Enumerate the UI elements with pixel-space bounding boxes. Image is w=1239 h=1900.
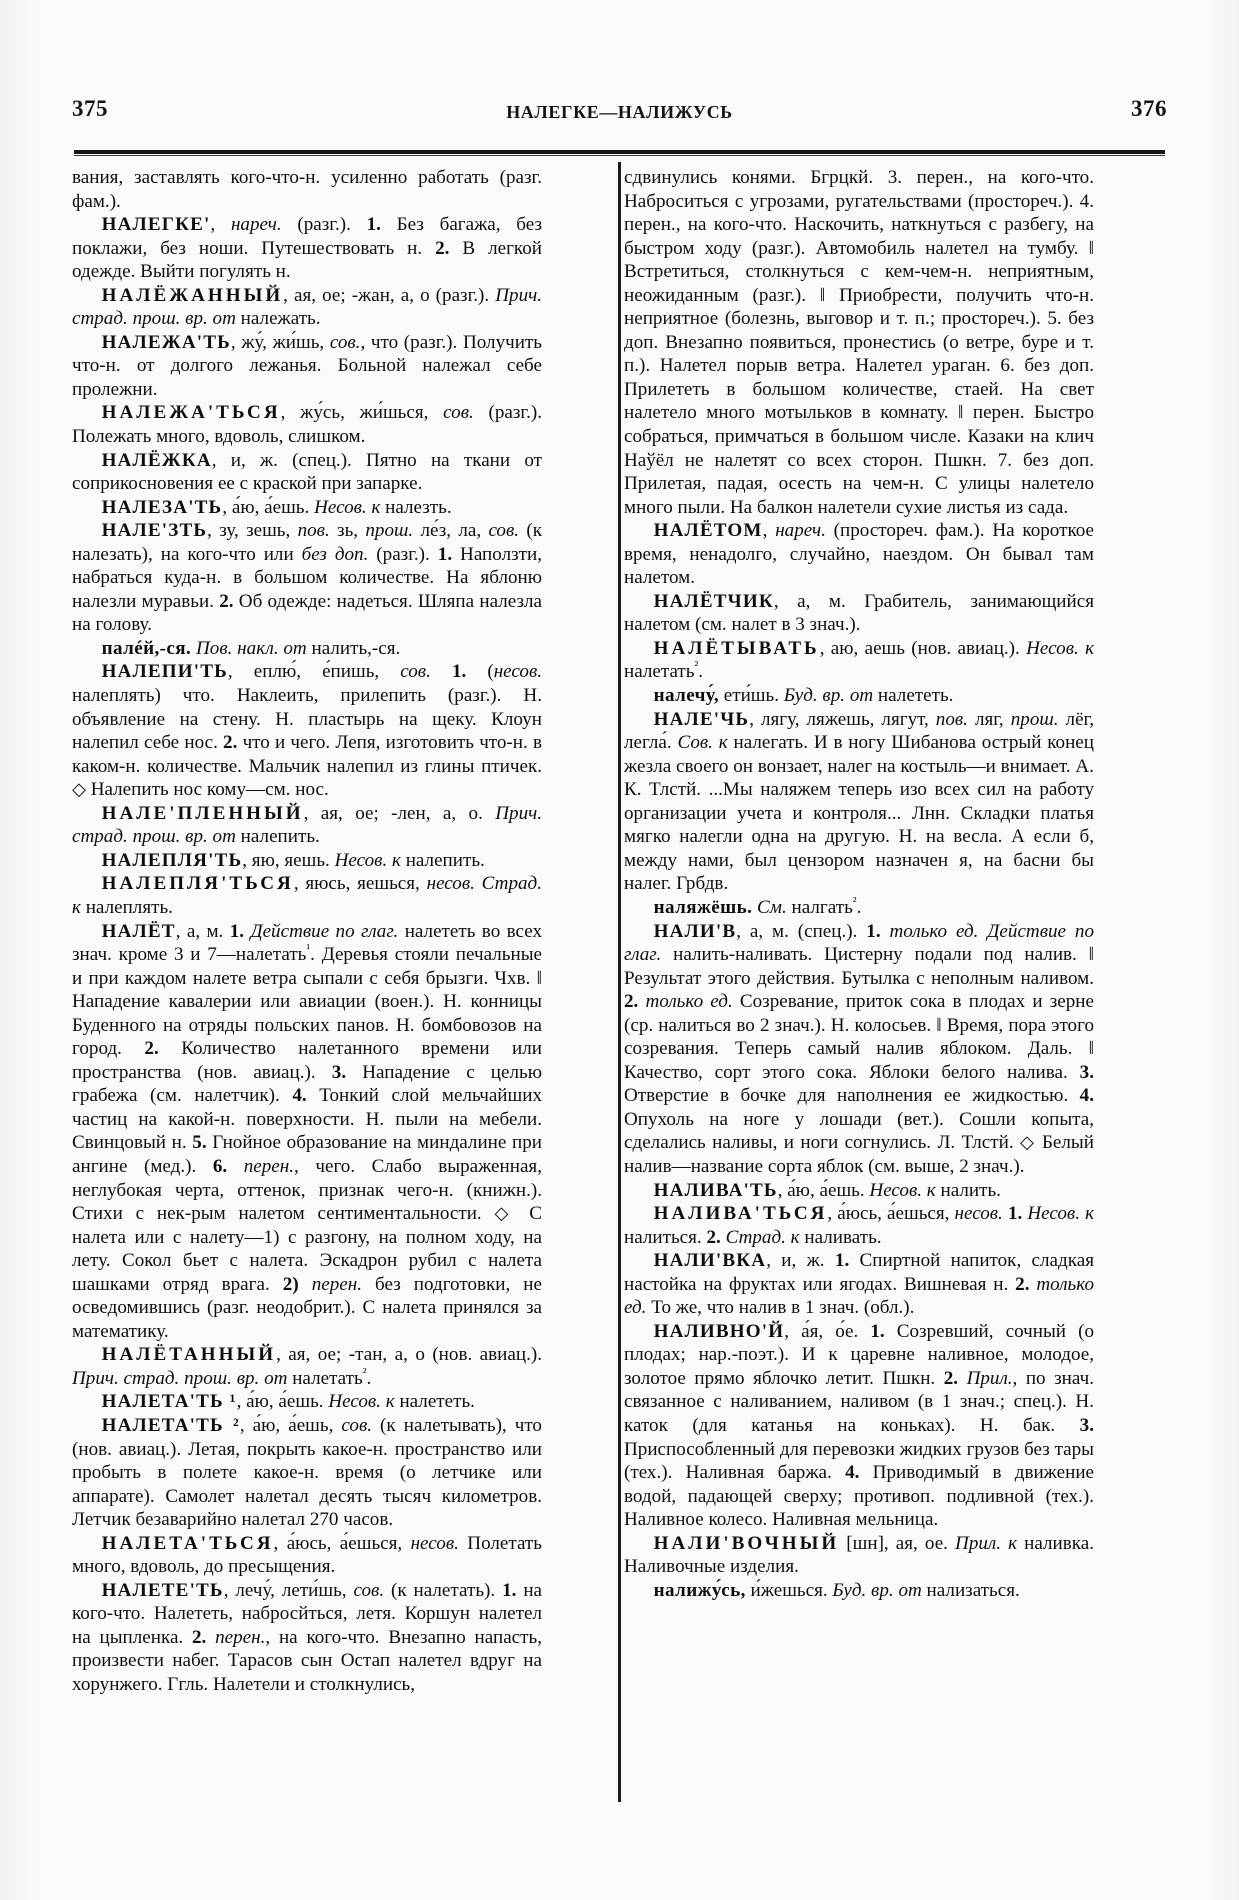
entry-body: , нареч. (разг.). 1. Без багажа, без поклажи, без ноши. Путешествовать н. 2. В легкой одежде. Выйти погулять н. [72,214,543,283]
entry-body: , а, м. (спец.). 1. только ед. Действие по глаг. налить-наливать. Цистерну подали под налив. ‖ Результат этого действия. Бутылка с неполным наливом. 2. только ед. Созревание, приток сока в плодах и зерне (ср. налиться во 2 знач.). Н. колосьев. ‖ Время, пора этого созревания. Теперь самый налив яблоком. Даль. ‖ Качество, сорт этого сока. Яблоки белого налива. 3. Отверстие в бочке для наполнения ее жидкостью. 4. Опухоль на ноге у лошади (вет.). Сошли копыта, сделались наливы, и ноги согнулись. Л. Тлстй. ◇ Белый налив—название сорта яблок (см. выше, 2 знач.). [624,920,1094,1177]
dictionary-entry [72,1343,542,1390]
header-rule [74,150,1165,154]
dictionary-entry [72,660,542,801]
entry-headword: НАЛЕ'ЧЬ [653,708,750,730]
dictionary-entry [72,1532,542,1579]
entry-headword: НАЛИ'В [653,920,737,942]
entry-body: , а́ю, а́ешь. Несов. к налететь. [236,1391,475,1413]
dictionary-entry [72,920,542,1344]
entry-body: , нареч. (простореч. фам.). На короткое время, ненадолго, случайно, наездом. Он бывал там налетом. [624,520,1094,589]
column-right [624,166,1094,1697]
dictionary-entry [72,331,542,402]
dictionary-entry [624,684,1094,708]
entry-body: , зу, зешь, пов. зь, прош. ле́з, ла, сов. (к налезать), на кого-что или без доп. (разг.). 1. Наползти, набраться куда-н. в большом количестве. На яблоню налезли муравьи. 2. Об одежде: надеться. Шляпа налезла на голову. [72,520,542,636]
entry-body: , яю, яешь. Несов. к налепить. [242,849,485,871]
entry-headword: НАЛЕЖА'ТЬСЯ [101,402,281,424]
entry-body: , а, м. 1. Действие по глаг. налететь во всех знач. кроме 3 и 7—налетать$^{^1}$. Деревья стояли печальные и при каждом налете ветра сыпали с себя брызги. Чхв. ‖ Нападение кавалерии или авиации (воен.). Н. конницы Буденного на отряды польских панов. Н. бомбовозов на город. 2. Количество налетанного времени или пространства (нов. авиац.). 3. Нападение с целью грабежа (см. налетчик). 4. Тонкий слой мельчайших частиц на какой-н. поверхности. Н. пыли на мебели. Свинцовый н. 5. Гнойное образование на миндалине при ангине (мед.). 6. перен., чего. Слабо выраженная, неглубокая черта, оттенок, признак чего-н. (книжн.). Стихи с нек-рым налетом сентиментальности. ◇ С налета или с налету—1) с разгону, на полном ходу, на лету. Сокол бьет с налета. Эскадрон рубил с налета шашками отряд врага. 2) перен. без подготовки, не осведомившись (разг. неодобрит.). С налета принялся за математику. [72,920,542,1342]
entry-body: , ая, ое; -жан, а, о (разг.). Прич. страд. прош. вр. от належать. [72,284,542,330]
entry-headword: НАЛЕГКЕ' [101,214,211,236]
entry-headword: НАЛЕПЛЯ'ТЬ [101,849,243,871]
dictionary-entry [72,849,542,873]
entry-headword: НАЛИ'ВОЧНЫЙ [653,1532,840,1554]
dictionary-entry [624,1320,1094,1532]
dictionary-entry [624,708,1094,896]
entry-body: ети́шь. Буд. вр. от налететь. [719,685,954,707]
entry-headword: НАЛЁТЧИК [653,590,774,612]
entry-body: , а́ю, а́ешь. Несов. к налить. [777,1179,1001,1201]
entry-body: , а, м. Грабитель, занимающийся налетом (см. налет в 3 знач.). [624,590,1094,636]
entry-body: , яюсь, яешься, несов. Страд. к налеплять. [72,873,542,918]
column-left [72,166,542,1697]
entry-headword: НАЛЕПИ'ТЬ [101,661,228,683]
entry-body: См. налгать$^{^2}$. [757,894,862,918]
dictionary-entry [72,496,542,520]
text-columns [72,166,1168,1697]
entry-body: , жу́сь, жи́шься, сов. (разг.). Полежать много, вдоволь, слишком. [72,402,543,448]
entry-headword: НАЛЕТА'ТЬ ¹ [101,1391,237,1413]
entry-body: , ая, ое; -тан, а, о (нов. авиац.). Прич. страд. прош. вр. от налетать$^{^2}$. [72,1344,542,1389]
running-head-title: НАЛЕГКЕ—НАЛИЖУСЬ [506,102,733,122]
dictionary-entry [72,802,542,849]
dictionary-entry [72,213,542,284]
entry-body: , а́юсь, а́ешься, несов. Полетать много, вдоволь, до пресыщения. [72,1532,542,1578]
entry-headword: НАЛЁТЫВАТЬ [653,637,820,659]
entry-headword: наляжёшь. [653,896,753,918]
dictionary-entry [72,637,542,661]
entry-headword: НАЛЕТА'ТЬ ² [101,1414,240,1436]
entry-headword: НАЛЁТОМ [653,520,763,542]
entry-body: Пов. накл. от налить,-ся. [196,637,401,659]
entry-body: , а́ю, а́ешь, сов. (к налетывать), что (нов. авиац.). Летая, покрыть какое-н. пространство или пробыть в полете какое-н. время (о летчике или аппарате). Самолет налетал десять тысяч километров. Летчик безаварийно налетал 270 часов. [72,1414,542,1531]
entry-body: , лечу́, лети́шь, сов. (к налетать). 1. на кого-что. Налететь, набросйться, летя. Коршун налетел на цыпленка. 2. перен., на кого-что. Внезапно напасть, произвести набег. Тарасов сын Остап налетел вдруг на хорунжего. Ггль. Налетели и столкнулись, [72,1579,543,1695]
dictionary-entry [624,637,1094,684]
entry-headword: НАЛИВНО'Й [653,1320,785,1342]
entry-body: , и, ж. (спец.). Пятно на ткани от соприкосновения ее с краской при запарке. [72,449,542,495]
entry-headword: НАЛЕ'ПЛЕННЫЙ [101,802,304,824]
entry-headword: НАЛИ'ВКА [653,1250,767,1272]
dictionary-entry [72,519,542,637]
carryover-text: сдвинулись конями. Бгрцкй. 3. перен., на кого-что. Наброситься с угрозами, ругательствами (простореч.). 4. перен., на кого-что. Наскочить, наткнуться с разбегу, на быстром ходу (разг.). Автомобиль налетел на тумбу. ‖ Встретиться, столкнуться с кем-чем-н. неприятным, неожиданным (разг.). ‖ Приобрести, получить что-н. неприятное (болезнь, выговор и т. п.; простореч.). 5. без доп. Внезапно появиться, пронестись (о ветре, буре и т. п.). Налетел порыв ветра. Налетел ураган. 6. без доп. Прилететь в большом количестве, стаей. На свет налетело много мотыльков в комнату. ‖ перен. Быстро собраться, примчаться в большом числе. Казаки на клич Наўёл не налетят со всех сторон. Пшкн. 7. без доп. Прилетая, падая, осесть на чем-н. С улицы налетело много пыли. На балкон налетели сухие листья из сада. [624,167,1094,518]
dictionary-entry [624,1249,1094,1320]
entry-headword: НАЛЁЖКА [101,449,212,471]
entry-headword: палéй,-ся. [101,637,192,659]
entry-body: , еплю́, е́пишь, сов. 1. (несов. налеплять) что. Наклеить, прилепить (разг.). Н. объявление на стену. Н. пластырь на щеку. Клоун налепил себе нос. 2. что и чего. Лепя, изготовить что-н. в каком-н. количестве. Мальчик налепил из глины птичек. ◇ Налепить нос кому—см. нос. [72,661,543,801]
entry-headword: НАЛЁТАННЫЙ [101,1344,277,1366]
entry-headword: НАЛЕЖА'ТЬ [101,331,231,353]
dictionary-entry [624,1202,1094,1249]
entry-headword: НАЛЕ'ЗТЬ [101,520,208,542]
entry-body: , лягу, ляжешь, лягут, пов. ляг, прош. лёг, легла́. Сов. к налегать. И в ногу Шибанова острый конец жезла своего он вонзает, налег на костыль—и внимает. А. К. Тлстй. ...Мы наляжем теперь изо всех сил на работу организации учета и контроля... Лнн. Складки платья мягко налегли одна на другую. Н. на весла. А если б, между нами, был цензором назначен я, на басни бы налег. Грбдв. [624,708,1094,895]
dictionary-entry [624,1579,1094,1603]
folio-right: 376 [1131,96,1167,121]
dictionary-entry [624,1179,1094,1203]
entry-headword: налечу́, [653,685,719,707]
dictionary-entry [624,920,1094,1179]
folio-left: 375 [72,96,108,121]
entry-body: и́жешься. Буд. вр. от нализаться. [745,1579,1020,1601]
entry-list-right [624,519,1094,1602]
dictionary-entry [72,284,542,331]
dictionary-entry [72,1390,542,1414]
entry-body: , жу́, жи́шь, сов., что (разг.). Получить что-н. от долгого лежанья. Больной належал себе пролежни. [72,331,542,400]
entry-headword: НАЛЕЗА'ТЬ [101,496,223,518]
dictionary-entry [72,1579,542,1697]
entry-body: [шн], ая, ое. Прил. к наливка. Наливочные изделия. [624,1532,1094,1578]
dictionary-entry [624,1532,1094,1579]
entry-headword: НАЛЕТЕ'ТЬ [101,1579,224,1601]
dictionary-entry [72,401,542,448]
dictionary-entry [72,1414,542,1532]
entry-headword: НАЛЁТ [101,920,176,942]
entry-body: , а́ю, а́ешь. Несов. к налезть. [222,496,452,518]
running-head [72,96,1167,126]
entry-body: , ая, ое; -лен, а, о. Прич. страд. прош. вр. от налепить. [72,802,542,848]
dictionary-entry [72,449,542,496]
carryover-text: вания, заставлять кого-что-н. усиленно работать (разг. фам.). [72,167,542,212]
dictionary-entry [72,872,542,919]
entry-headword: НАЛЕТА'ТЬСЯ [101,1532,274,1554]
entry-headword: НАЛИВА'ТЬ [653,1179,778,1201]
entry-list-left [72,213,542,1696]
entry-body: , а́юсь, а́ешься, несов. 1. Несов. к налиться. 2. Страд. к наливать. [624,1203,1094,1248]
entry-headword: НАЛЁЖАННЫЙ [101,284,284,306]
entry-headword: НАЛИВА'ТЬСЯ [653,1203,828,1225]
entry-body: , и, ж. 1. Спиртной напиток, сладкая настойка на фруктах или ягодах. Вишневая н. 2. только ед. То же, что налив в 1 знач. (обл.). [624,1250,1094,1319]
entry-body: , а́я, о́е. 1. Созревший, сочный (о плодах; нар.-поэт.). И к царевне наливное, молодое, золотое прямо яблочко летит. Пшкн. 2. Прил., по знач. связанное с наливанием, наливом (в 1 знач.; спец.). Н. каток (для катанья на коньках). Н. бак. 3. Приспособленный для перевозки жидких грузов без тары (тех.). Наливная баржа. 4. Приводимый в движение водой, падающей сверху; противоп. подливной (тех.). Наливное колесо. Наливная мельница. [624,1320,1095,1531]
dictionary-entry [624,519,1094,590]
dictionary-entry [624,590,1094,637]
dictionary-entry [624,896,1094,920]
entry-body: , аю, аешь (нов. авиац.). Несов. к налетать$^{^2}$. [624,637,1095,683]
entry-headword: НАЛЕПЛЯ'ТЬСЯ [101,873,294,895]
entry-headword: налижу́сь, [653,1579,746,1601]
